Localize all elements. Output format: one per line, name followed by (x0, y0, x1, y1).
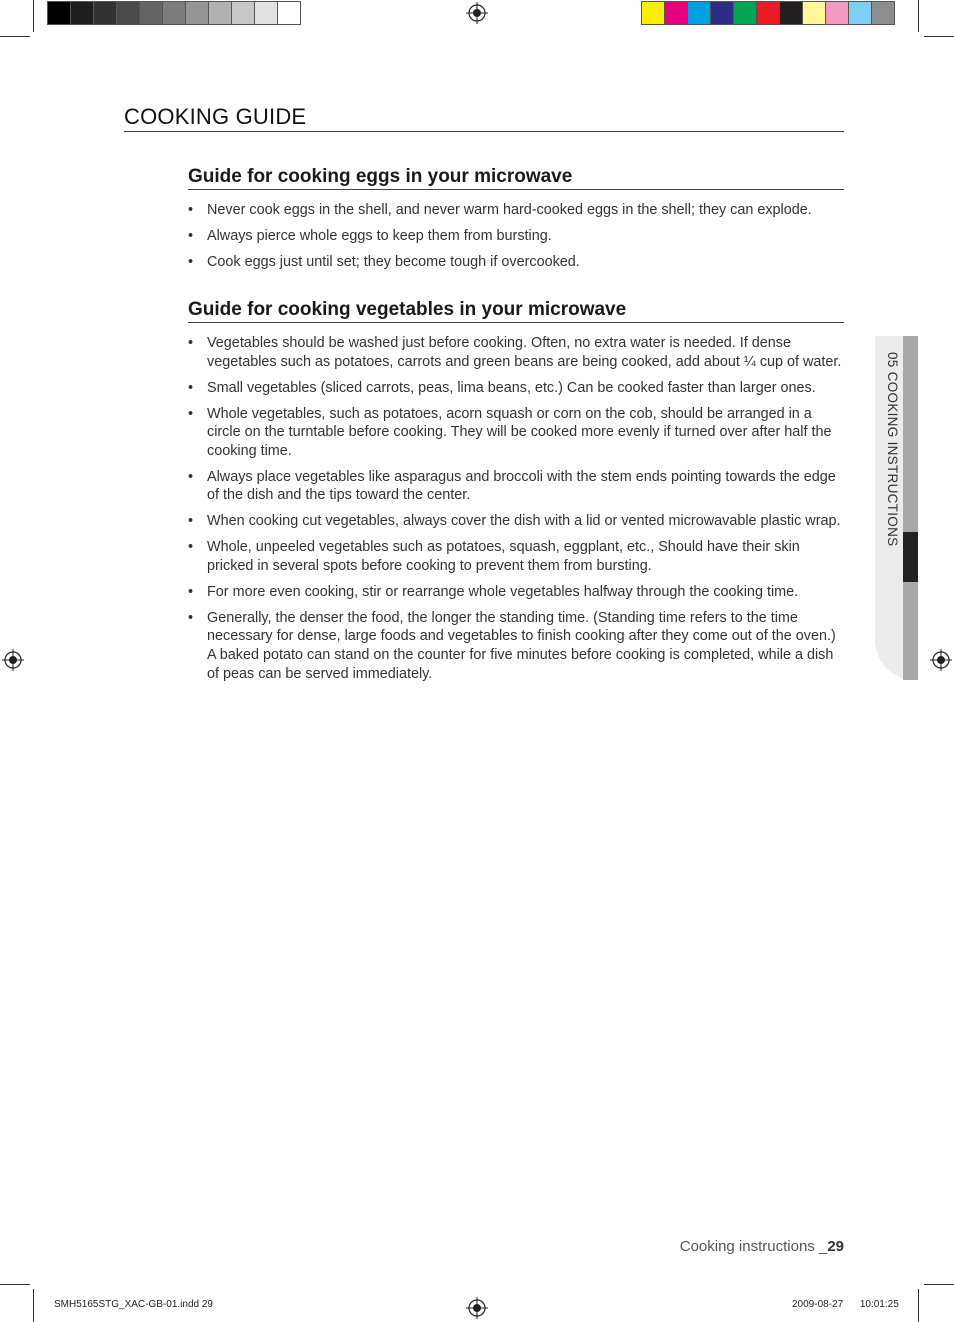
color-swatch (802, 1, 826, 25)
color-swatch (254, 1, 278, 25)
section-eggs (188, 165, 844, 279)
slug-filename: SMH5165STG_XAC-GB-01.indd 29 (54, 1299, 213, 1310)
registration-mark-icon (2, 649, 24, 671)
crop-mark (918, 0, 919, 32)
crop-mark (0, 1284, 30, 1285)
section-vegetables (188, 298, 844, 691)
registration-mark-icon (466, 2, 488, 24)
list-item: • Cook eggs just until set; they become tough if overcooked. (188, 253, 580, 270)
color-swatch (756, 1, 780, 25)
list-item: • For more even cooking, stir or rearrange whole vegetables halfway through the cooking time. (188, 583, 799, 600)
crop-mark (924, 36, 954, 37)
crop-mark (33, 0, 34, 32)
color-swatch (871, 1, 895, 25)
crop-mark (918, 1289, 919, 1322)
page-title: COOKING GUIDE (124, 104, 844, 132)
color-swatch-bar (641, 1, 894, 25)
chapter-tab-bar (903, 336, 918, 680)
color-swatch (208, 1, 232, 25)
color-swatch (139, 1, 163, 25)
color-swatch (47, 1, 71, 25)
registration-mark-icon (466, 1297, 488, 1319)
list-item: • Always pierce whole eggs to keep them from bursting. (188, 227, 552, 244)
color-swatch (277, 1, 301, 25)
color-swatch (70, 1, 94, 25)
list-item: • Whole vegetables, such as potatoes, acorn squash or corn on the cob, should be arranged in a circle on the turntable before cooking. They will be cooked more evenly if turned over after half the cooking time. (188, 405, 832, 459)
color-swatch (116, 1, 140, 25)
section-heading: Guide for cooking vegetables in your microwave (188, 298, 844, 323)
list-item: • Always place vegetables like asparagus and broccoli with the stem ends pointing towards the edge of the dish and the tips toward the center. (188, 468, 836, 504)
color-swatch (185, 1, 209, 25)
gray-swatch-bar (47, 1, 300, 25)
chapter-tab-marker (903, 532, 918, 582)
color-swatch (231, 1, 255, 25)
color-swatch (162, 1, 186, 25)
crop-mark (0, 36, 30, 37)
bullet-list (188, 334, 844, 683)
color-swatch (733, 1, 757, 25)
list-item: • When cooking cut vegetables, always cover the dish with a lid or vented microwavable plastic wrap. (188, 513, 841, 530)
slug-timestamp: 2009-08-27 10:01:25 (792, 1299, 899, 1310)
color-swatch (825, 1, 849, 25)
list-item: • Generally, the denser the food, the longer the standing time. (Standing time refers to the time necessary for dense, large foods and vegetables to finish cooking after they come out of the oven.) A baked potato can stand on the counter for five minutes before cooking is completed, while a dish of peas can be served immediately. (188, 609, 836, 682)
chapter-tab-label: 05 COOKING INSTRUCTIONS (885, 352, 900, 547)
color-swatch (779, 1, 803, 25)
list-item: • Small vegetables (sliced carrots, peas, lima beans, etc.) Can be cooked faster than larger ones. (188, 379, 816, 396)
color-swatch (641, 1, 665, 25)
section-heading: Guide for cooking eggs in your microwave (188, 165, 844, 190)
color-swatch (687, 1, 711, 25)
crop-mark (924, 1284, 954, 1285)
color-swatch (664, 1, 688, 25)
crop-mark (33, 1289, 34, 1322)
list-item: • Whole, unpeeled vegetables such as potatoes, squash, eggplant, etc., Should have their skin pricked in several spots before cooking to prevent them from bursting. (188, 539, 800, 574)
page-number: 29 (827, 1238, 844, 1255)
list-item: • Never cook eggs in the shell, and never warm hard-cooked eggs in the shell; they can explode. (188, 202, 812, 218)
page-footer: Cooking instructions _29 (679, 1238, 844, 1255)
registration-mark-icon (930, 649, 952, 671)
color-swatch (710, 1, 734, 25)
color-swatch (848, 1, 872, 25)
bullet-list (188, 201, 844, 272)
color-swatch (93, 1, 117, 25)
list-item: • Vegetables should be washed just before cooking. Often, no extra water is needed. If dense vegetables such as potatoes, carrots and green beans are being cooked, add about ¼ cup of water. (188, 335, 842, 370)
